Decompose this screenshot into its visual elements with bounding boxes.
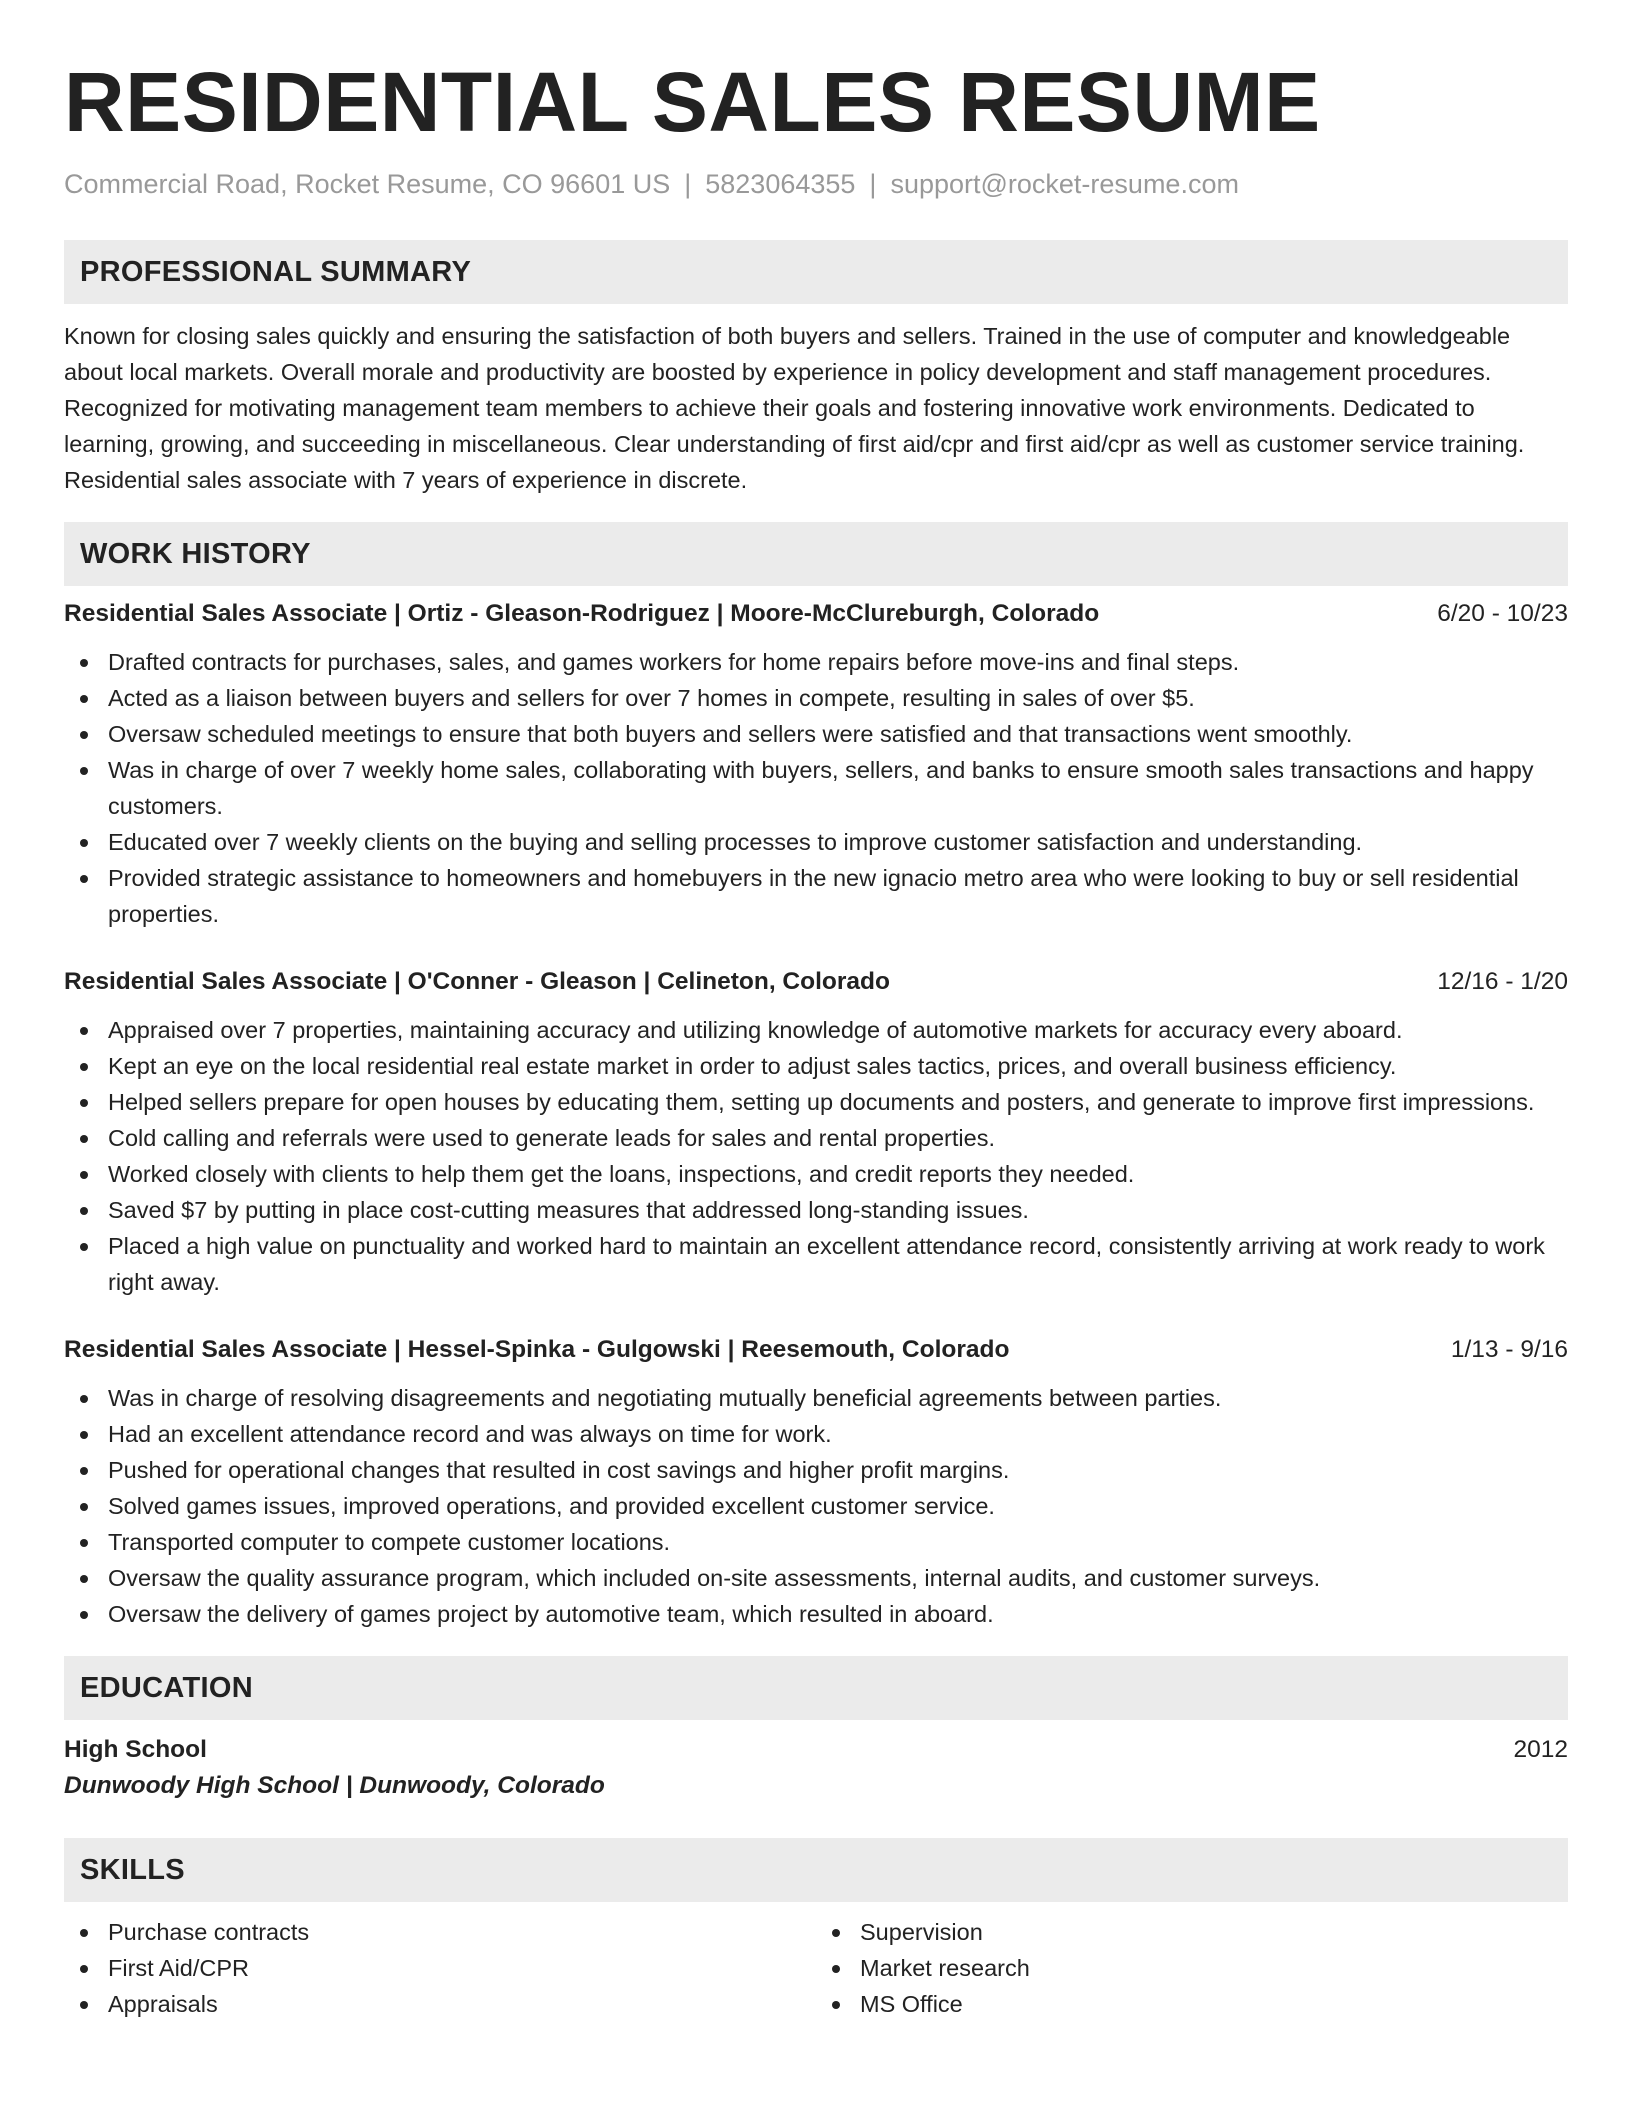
bullet-dot [80, 2001, 88, 2009]
job-bullet-text: Oversaw the delivery of games project by automotive team, which resulted in aboard. [108, 1601, 994, 1627]
job-bullet-text: Appraised over 7 properties, maintaining accuracy and utilizing knowledge of automotive markets for accuracy every aboard. [108, 1017, 1403, 1043]
bullet-dot [832, 1965, 840, 1973]
contact-phone: 5823064355 [705, 169, 856, 199]
education-year: 2012 [1513, 1736, 1568, 1763]
job-bullet-text: Was in charge of over 7 weekly home sales, collaborating with buyers, sellers, and banks to ensure smooth sales transactions and happy customers. [108, 757, 1534, 819]
job-bullet-text: Cold calling and referrals were used to generate leads for sales and rental properties. [108, 1125, 995, 1151]
job-bullet [64, 716, 1568, 752]
job-title: Residential Sales Associate | O'Conner - Gleason | Celineton, Colorado [64, 968, 890, 995]
contact-address: Commercial Road, Rocket Resume, CO 96601 US [64, 169, 671, 199]
job-entry [64, 1332, 1568, 1632]
job-header [64, 964, 1568, 1000]
job-bullet [64, 752, 1568, 824]
job-bullet [64, 1560, 1568, 1596]
education-school: Dunwoody High School | Dunwoody, Colorado [64, 1772, 605, 1799]
skill-item [64, 1986, 816, 2022]
bullet-dot [80, 1539, 88, 1547]
job-dates: 12/16 - 1/20 [1437, 968, 1568, 995]
job-bullet [64, 1524, 1568, 1560]
job-bullet-text: Solved games issues, improved operations, and provided excellent customer service. [108, 1493, 995, 1519]
bullet-dot [80, 731, 88, 739]
bullet-dot [80, 1965, 88, 1973]
skill-text: Market research [860, 1955, 1030, 1981]
bullet-dot [832, 1929, 840, 1937]
bullet-dot [80, 1503, 88, 1511]
skill-text: Supervision [860, 1919, 983, 1945]
job-bullet-text: Placed a high value on punctuality and worked hard to maintain an excellent attendance record, consistently arriving at work ready to work right away. [108, 1233, 1545, 1295]
education-heading: EDUCATION [64, 1656, 1568, 1720]
job-bullet [64, 1228, 1568, 1300]
job-bullet [64, 1048, 1568, 1084]
bullet-dot [832, 2001, 840, 2009]
education-degree: High School [64, 1736, 207, 1763]
bullet-dot [80, 695, 88, 703]
bullet-dot [80, 1027, 88, 1035]
work-history-heading: WORK HISTORY [64, 522, 1568, 586]
job-bullet [64, 824, 1568, 860]
bullet-dot [80, 839, 88, 847]
job-entry [64, 964, 1568, 1300]
job-bullet-text: Kept an eye on the local residential real estate market in order to adjust sales tactics, prices, and overall business efficiency. [108, 1053, 1397, 1079]
summary-heading: PROFESSIONAL SUMMARY [64, 240, 1568, 304]
bullet-dot [80, 1243, 88, 1251]
skills-grid [64, 1914, 1568, 2022]
bullet-dot [80, 659, 88, 667]
skills-column-right [816, 1914, 1568, 2022]
contact-separator: | [869, 169, 877, 199]
bullet-dot [80, 1431, 88, 1439]
job-bullet [64, 1380, 1568, 1416]
bullet-dot [80, 1099, 88, 1107]
bullet-dot [80, 1467, 88, 1475]
bullet-dot [80, 1929, 88, 1937]
education-entry [64, 1732, 1568, 1804]
bullet-dot [80, 1063, 88, 1071]
job-header [64, 596, 1568, 632]
skill-text: First Aid/CPR [108, 1955, 250, 1981]
skill-item [816, 1950, 1568, 1986]
job-bullet-text: Educated over 7 weekly clients on the buying and selling processes to improve customer satisfaction and understanding. [108, 829, 1363, 855]
skill-item [64, 1914, 816, 1950]
contact-line [64, 166, 1568, 202]
job-bullet-text: Transported computer to compete customer locations. [108, 1529, 671, 1555]
skill-text: Purchase contracts [108, 1919, 310, 1945]
bullet-dot [80, 1171, 88, 1179]
skill-text: MS Office [860, 1991, 963, 2017]
job-bullet-text: Worked closely with clients to help them get the loans, inspections, and credit reports they needed. [108, 1161, 1135, 1187]
job-bullet-text: Had an excellent attendance record and was always on time for work. [108, 1421, 832, 1447]
job-bullet [64, 1012, 1568, 1048]
job-bullet [64, 860, 1568, 932]
job-title: Residential Sales Associate | Hessel-Spinka - Gulgowski | Reesemouth, Colorado [64, 1336, 1010, 1363]
job-bullet [64, 1156, 1568, 1192]
education-header [64, 1732, 1568, 1768]
bullet-dot [80, 1135, 88, 1143]
job-bullet [64, 644, 1568, 680]
job-bullets [64, 1380, 1568, 1632]
skill-item [816, 1986, 1568, 2022]
job-bullet [64, 1488, 1568, 1524]
contact-email[interactable]: support@rocket-resume.com [890, 169, 1239, 199]
skills-heading: SKILLS [64, 1838, 1568, 1902]
job-title: Residential Sales Associate | Ortiz - Gleason-Rodriguez | Moore-McClureburgh, Colorado [64, 600, 1100, 627]
bullet-dot [80, 1207, 88, 1215]
job-bullet-text: Drafted contracts for purchases, sales, and games workers for home repairs before move-ins and final steps. [108, 649, 1240, 675]
bullet-dot [80, 875, 88, 883]
job-bullet [64, 1120, 1568, 1156]
skill-item [64, 1950, 816, 1986]
job-bullet [64, 1416, 1568, 1452]
job-bullet-text: Pushed for operational changes that resulted in cost savings and higher profit margins. [108, 1457, 1010, 1483]
resume-page [64, 52, 1568, 2022]
bullet-dot [80, 767, 88, 775]
bullet-dot [80, 1611, 88, 1619]
job-bullets [64, 1012, 1568, 1300]
skill-text: Appraisals [108, 1991, 218, 2017]
job-dates: 1/13 - 9/16 [1450, 1336, 1568, 1363]
job-dates: 6/20 - 10/23 [1437, 600, 1568, 627]
job-bullet [64, 680, 1568, 716]
resume-title: RESIDENTIAL SALES RESUME [64, 55, 1321, 149]
job-entry [64, 596, 1568, 932]
job-bullet-text: Oversaw the quality assurance program, which included on-site assessments, internal audits, and customer surveys. [108, 1565, 1321, 1591]
job-bullet [64, 1596, 1568, 1632]
job-bullet [64, 1452, 1568, 1488]
job-bullet-text: Acted as a liaison between buyers and sellers for over 7 homes in compete, resulting in sales of over $5. [108, 685, 1195, 711]
summary-text: Known for closing sales quickly and ensuring the satisfaction of both buyers and sellers. Trained in the use of computer and knowledgeable about local markets. Overall morale and productivity are boosted by experience in policy development and staff management procedures. Recognized for motivating management team members to achieve their goals and fostering innovative work environments. Dedicated to learning, growing, and succeeding in miscellaneous. Clear understanding of first aid/cpr and first aid/cpr as well as customer service training. Residential sales associate with 7 years of experience in discrete. [64, 323, 1525, 493]
job-bullet [64, 1192, 1568, 1228]
job-bullet-text: Provided strategic assistance to homeowners and homebuyers in the new ignacio metro area who were looking to buy or sell residential properties. [108, 865, 1519, 927]
bullet-dot [80, 1575, 88, 1583]
job-header [64, 1332, 1568, 1368]
job-bullet [64, 1084, 1568, 1120]
contact-separator: | [684, 169, 692, 199]
skills-column-left [64, 1914, 816, 2022]
job-bullet-text: Was in charge of resolving disagreements and negotiating mutually beneficial agreements between parties. [108, 1385, 1222, 1411]
job-bullet-text: Saved $7 by putting in place cost-cutting measures that addressed long-standing issues. [108, 1197, 1029, 1223]
job-bullets [64, 644, 1568, 932]
job-bullet-text: Helped sellers prepare for open houses by educating them, setting up documents and posters, and generate to improve first impressions. [108, 1089, 1535, 1115]
skill-item [816, 1914, 1568, 1950]
job-bullet-text: Oversaw scheduled meetings to ensure that both buyers and sellers were satisfied and that transactions went smoothly. [108, 721, 1353, 747]
bullet-dot [80, 1395, 88, 1403]
